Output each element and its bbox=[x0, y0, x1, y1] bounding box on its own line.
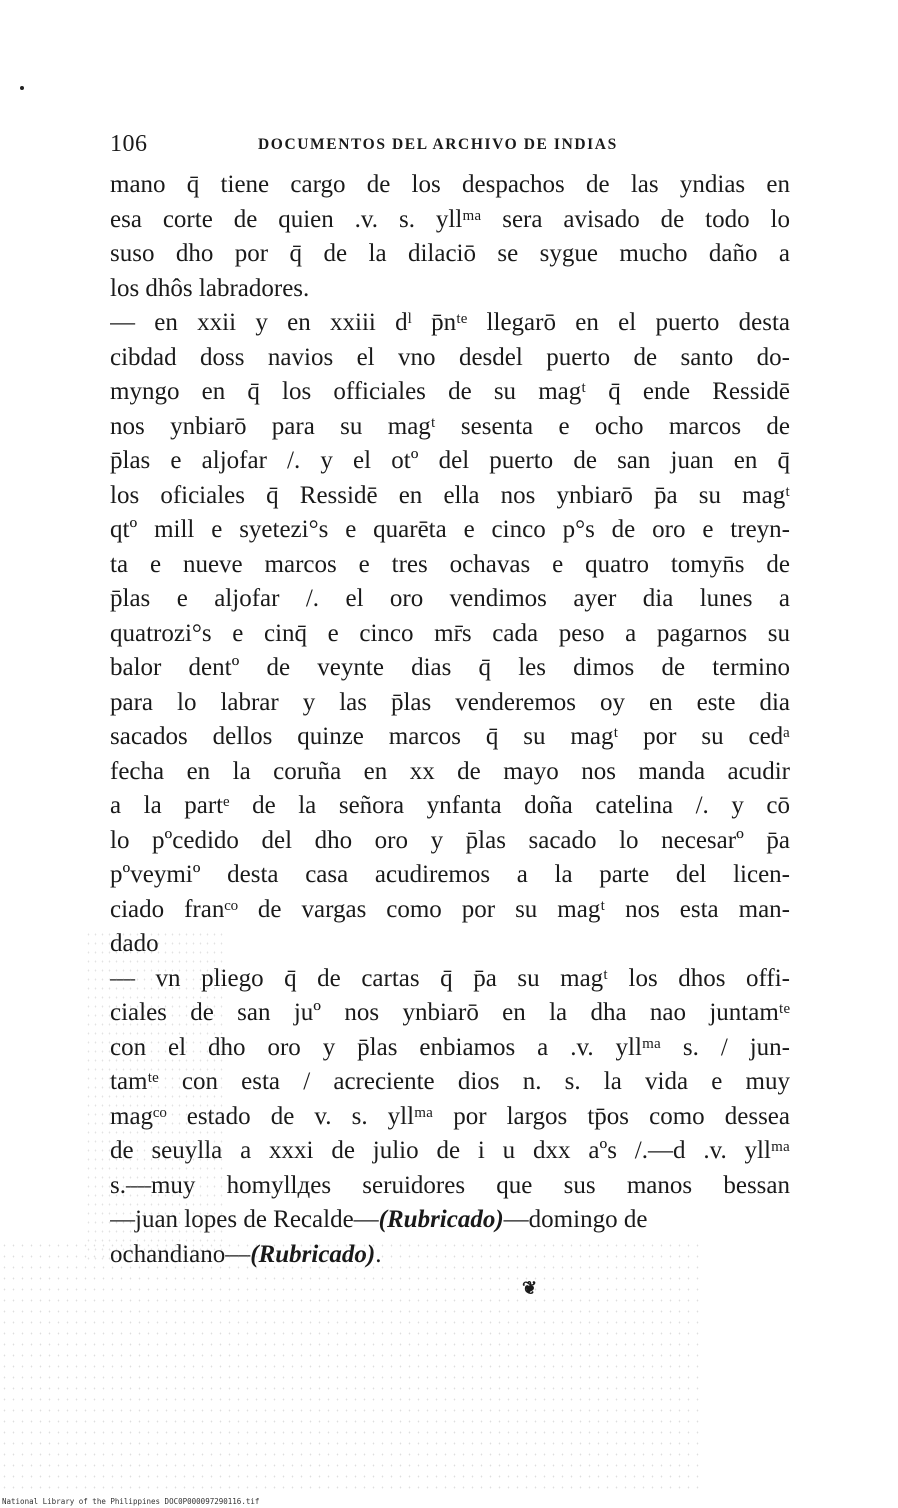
text-line: fecha en la coruña en xx de mayo nos manda acudir bbox=[110, 757, 790, 785]
text-line: con el dho oro y p̄las enbiamos a .v. yllᵐᵃ s. / jun- bbox=[110, 1033, 790, 1061]
text-line: los dhôs labradores. bbox=[110, 274, 310, 302]
text-line: a la partᵉ de la señora ynfanta doña catelina /. y cō bbox=[110, 792, 790, 819]
scan-noise bbox=[85, 930, 225, 1260]
text-line: ciales de san juº nos ynbiarō en la dha nao juntamᵗᵉ bbox=[110, 999, 790, 1026]
signatory-name: —juan lopes de Recalde— bbox=[110, 1206, 379, 1233]
closing-period: . bbox=[375, 1240, 382, 1268]
text-line: mano q̄ tiene cargo de los despachos de las yndias en bbox=[110, 171, 790, 198]
text-line: de seuylla a xxxi de julio de i u dxx aºs /.—d .v. yllᵐᵃ bbox=[110, 1137, 790, 1164]
text-line: p̄las e aljofar /. el oro vendimos ayer dia lunes a bbox=[110, 585, 790, 612]
signatory-name: ochandiano— bbox=[110, 1240, 251, 1268]
page-number: 106 bbox=[110, 131, 148, 157]
text-line: dado bbox=[110, 930, 159, 957]
text-line: p̄las e aljofar /. y el otº del puerto de san juan en q̄ bbox=[110, 447, 790, 474]
text-line: — en xxii y en xxiii dˡ p̄nᵗᵉ llegarō en el puerto desta bbox=[110, 309, 790, 336]
text-line: los oficiales q̄ Ressidē en ella nos ynbiarō p̄a su magᵗ bbox=[110, 481, 790, 509]
text-line: ta e nueve marcos e tres ochavas e quatro tomyn̄s de bbox=[110, 550, 790, 578]
text-line: sacados dellos quinze marcos q̄ su magᵗ por su cedᵃ bbox=[110, 723, 790, 750]
text-line: cibdad doss navios el vno desdel puerto de santo do- bbox=[110, 343, 790, 371]
text-line: balor dentº de veynte dias q̄ les dimos de termino bbox=[110, 654, 790, 681]
text-line: quatrozi°s e cinq̄ e cinco mr̄s cada peso a pagarnos su bbox=[110, 619, 790, 647]
text-line: para lo labrar y las p̄las venderemos oy en este dia bbox=[110, 688, 790, 716]
margin-dot bbox=[20, 86, 24, 90]
scan-footer: National Library of the Philippines DOC0P000097290116.tif bbox=[2, 1497, 260, 1506]
text-line: suso dho por q̄ de la dilaciō se sygue mucho daño a bbox=[110, 240, 790, 267]
text-line: pºveymiº desta casa acudiremos a la parte del licen- bbox=[110, 861, 790, 888]
text-line: magᶜᵒ estado de v. s. yllᵐᵃ por largos tp̄os como dessea bbox=[110, 1102, 790, 1130]
signatory-name: —domingo de bbox=[503, 1206, 648, 1233]
text-line: tamᵗᵉ con esta / acreciente dios n. s. la vida e muy bbox=[110, 1068, 790, 1095]
rubricado-mark: (Rubricado) bbox=[250, 1240, 376, 1268]
text-line: — vn pliego q̄ de cartas q̄ p̄a su magᵗ los dhos offi- bbox=[110, 964, 790, 992]
text-line: s.—muy homyllдes seruidores que sus manos bessan bbox=[110, 1171, 790, 1199]
end-ornament-icon: ❦ bbox=[522, 1278, 538, 1298]
text-line: qtº mill e syetezi°s e quarēta e cinco p°s de oro e treyn- bbox=[110, 516, 790, 543]
text-line: lo pºcedido del dho oro y p̄las sacado lo necesarº p̄a bbox=[110, 826, 790, 854]
text-line: ciado franᶜᵒ de vargas como por su magᵗ nos esta man- bbox=[110, 895, 790, 923]
rubricado-mark: (Rubricado) bbox=[378, 1206, 504, 1233]
text-line: nos ynbiarō para su magᵗ sesenta e ocho marcos de bbox=[110, 412, 790, 440]
text-line: esa corte de quien .v. s. yllᵐᵃ sera avisado de todo lo bbox=[110, 205, 790, 233]
text-line: myngo en q̄ los officiales de su magᵗ q̄ ende Ressidē bbox=[110, 378, 790, 405]
running-head: DOCUMENTOS DEL ARCHIVO DE INDIAS bbox=[258, 136, 618, 153]
scan-noise bbox=[0, 1240, 700, 1490]
